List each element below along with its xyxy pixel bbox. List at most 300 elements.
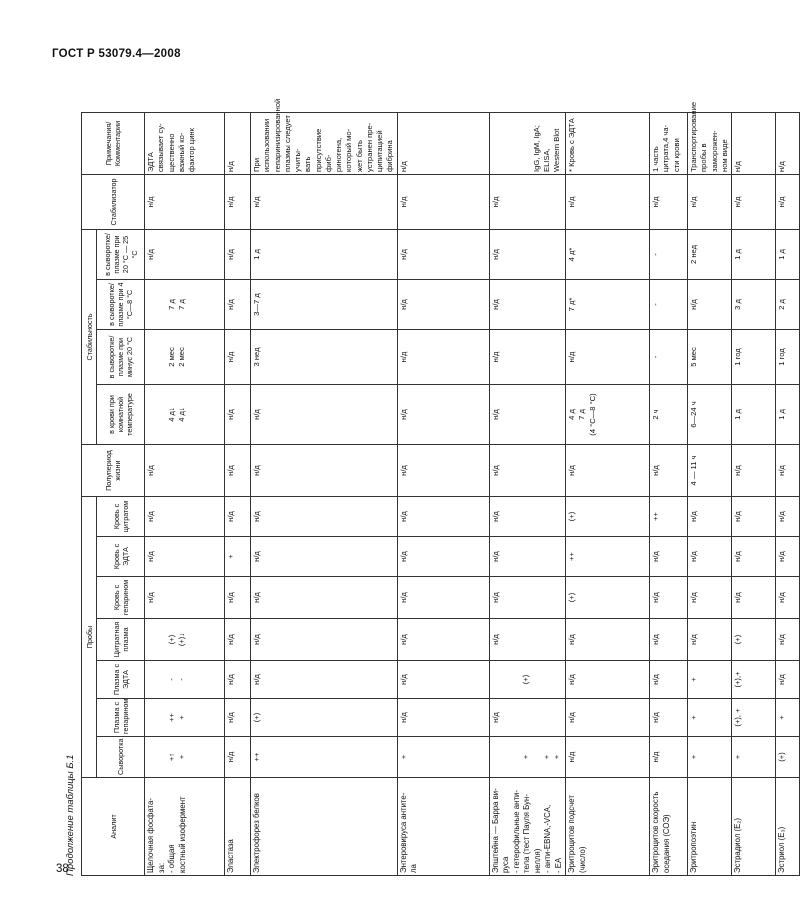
group-samples: Пробы (82, 497, 97, 778)
cell-plasma-heparin (650, 699, 688, 737)
cell-line: - (651, 253, 661, 256)
table-row (776, 112, 800, 875)
cell-line (491, 663, 501, 696)
cell-line: н/д (252, 511, 261, 522)
cell-line: н/д (398, 161, 408, 172)
cell-line: н/д (398, 551, 408, 562)
cell-citrate-plasma (225, 619, 251, 661)
cell-line: н/д (252, 634, 261, 645)
cell-line: Эритроцитов подсчет (567, 795, 577, 873)
table-row (650, 112, 688, 875)
cell-notes (732, 112, 776, 174)
col-plasma-edta: Плазма с ЭДТА (97, 661, 145, 699)
cell-line: ++ (567, 552, 577, 561)
cell-serum-4-8 (650, 280, 688, 330)
cell-line: ++ (252, 752, 261, 762)
cell-line (156, 663, 166, 696)
cell-line: 7 д* (567, 297, 577, 312)
cell-citrate-plasma (688, 619, 732, 661)
cell-serum-4-8 (225, 280, 251, 330)
cell-stabilizer (397, 174, 489, 229)
cell-blood-edta (397, 537, 489, 577)
cell-half-life (566, 445, 650, 497)
cell-plasma-heparin (688, 699, 732, 737)
cell-line: ла (409, 864, 419, 873)
cell-line: руса (501, 856, 511, 873)
cell-blood-citrate (251, 497, 398, 537)
cell-serum (688, 737, 732, 778)
cell-line: н/д (398, 249, 408, 260)
cell-half-life (732, 445, 776, 497)
cell-blood-citrate (145, 497, 225, 537)
cell-analyte (688, 778, 732, 876)
cell-line: н/д (398, 511, 408, 522)
cell-line: н/д (490, 465, 500, 476)
cell-blood-room (489, 385, 566, 445)
cell-line: Эстриол (E₃) (777, 826, 787, 873)
cell-line: н/д (252, 465, 261, 476)
cell-plasma-edta (397, 661, 489, 699)
cell-line: н/д (226, 751, 235, 763)
cell-line: + (176, 715, 186, 720)
cell-notes (489, 112, 566, 174)
cell-serum (732, 737, 776, 778)
cell-blood-edta (225, 537, 251, 577)
cell-line: н/д (567, 351, 577, 363)
cell-line: н/д (226, 409, 235, 420)
col-blood-citrate: Кровь с цитратом (97, 497, 145, 537)
cell-line (501, 739, 511, 775)
cell-serum (650, 737, 688, 778)
cell-serum-minus20 (776, 330, 800, 385)
cell-serum-4-8 (397, 280, 489, 330)
cell-line: Эластаза (226, 839, 235, 873)
cell-blood-room (225, 385, 251, 445)
cell-plasma-edta (732, 661, 776, 699)
cell-line: н/д (651, 592, 661, 603)
cell-line: 4 д↓ (176, 407, 186, 422)
cell-line: 6—24 ч (689, 401, 699, 428)
cell-line: (+), + (733, 708, 743, 727)
cell-line: н/д (777, 161, 787, 172)
cell-plasma-edta (776, 661, 800, 699)
cell-line: 1 д (252, 249, 261, 260)
cell-line: 1 год (777, 348, 787, 366)
cell-serum-20-25 (566, 229, 650, 279)
cell-serum (225, 737, 251, 778)
cell-serum-minus20 (397, 330, 489, 385)
cell-line: н/д (777, 592, 787, 603)
cell-line: Эстрадиол (E₂) (733, 818, 743, 873)
cell-citrate-plasma (145, 619, 225, 661)
cell-plasma-heparin (489, 699, 566, 737)
cell-plasma-heparin (145, 699, 225, 737)
cell-line: н/д (689, 299, 699, 310)
cell-line: н/д (733, 465, 743, 476)
cell-blood-heparin (650, 577, 688, 619)
cell-line: - (651, 355, 661, 359)
cell-analyte (732, 778, 776, 876)
cell-line: н/д (490, 551, 500, 562)
cell-citrate-plasma (566, 619, 650, 661)
cell-plasma-heparin (251, 699, 398, 737)
cell-line: н/д (226, 511, 235, 522)
cell-line: н/д (146, 196, 155, 208)
cell-line: 2 мес (176, 347, 186, 367)
cell-line: - анти-EBNA,-VCA, (543, 804, 553, 873)
col-serum: Сыворотка (97, 737, 145, 778)
cell-line: н/д (689, 511, 699, 522)
cell-half-life (489, 445, 566, 497)
cell-line: Электрофорез белков (252, 793, 261, 873)
cell-line (501, 663, 511, 696)
cell-line: (+) (567, 511, 577, 522)
cell-blood-edta (650, 537, 688, 577)
table-row (145, 112, 225, 875)
cell-line (552, 663, 562, 696)
cell-serum-4-8 (566, 280, 650, 330)
cell-line: плазмы следует учиты- (282, 115, 302, 172)
cell-line (521, 115, 531, 172)
col-blood-edta: Кровь с ЭДТА (97, 537, 145, 577)
cell-line: н/д (398, 299, 408, 310)
cell-line: + (176, 754, 186, 760)
cell-blood-heparin (251, 577, 398, 619)
cell-stabilizer (732, 174, 776, 229)
cell-serum-4-8 (489, 280, 566, 330)
cell-line: н/д (651, 751, 661, 763)
cell-line: Эритропоэтин (689, 821, 699, 873)
cell-blood-heparin (145, 577, 225, 619)
cell-serum-4-8 (776, 280, 800, 330)
cell-analyte (251, 778, 398, 876)
cell-line: + (777, 715, 787, 720)
data-table (81, 98, 800, 876)
cell-line: (4 °С—8 °С) (587, 393, 597, 436)
table-row (566, 112, 650, 875)
cell-blood-room (397, 385, 489, 445)
cell-serum-20-25 (688, 229, 732, 279)
cell-line: - EA (553, 857, 563, 873)
cell-blood-citrate (776, 497, 800, 537)
cell-line: н/д (252, 196, 261, 208)
cell-blood-room (566, 385, 650, 445)
rotated-table-block (65, 98, 787, 876)
cell-citrate-plasma (732, 619, 776, 661)
cell-blood-room (688, 385, 732, 445)
cell-line: н/д (733, 161, 743, 172)
cell-half-life (650, 445, 688, 497)
cell-line: н/д (252, 409, 261, 420)
cell-citrate-plasma (251, 619, 398, 661)
cell-line: н/д (226, 299, 235, 310)
cell-line: н/д (146, 249, 155, 260)
cell-serum (566, 737, 650, 778)
cell-line (156, 282, 166, 327)
cell-serum-minus20 (489, 330, 566, 385)
cell-citrate-plasma (650, 619, 688, 661)
cell-stabilizer (650, 174, 688, 229)
cell-line: Щелочная фосфата- (146, 798, 155, 873)
cell-line: 7 д (166, 299, 176, 310)
cell-line: н/д (226, 465, 235, 476)
cell-line: н/д (490, 351, 500, 363)
cell-line: 2 ч (651, 409, 661, 420)
cell-line: н/д (777, 551, 787, 562)
cell-serum (251, 737, 398, 778)
cell-line: н/д (226, 161, 235, 172)
cell-line (146, 739, 156, 775)
cell-line: 4 — 11 ч (689, 455, 699, 486)
cell-serum-20-25 (145, 229, 225, 279)
cell-blood-heparin (732, 577, 776, 619)
cell-line: (+) (567, 592, 577, 603)
cell-line: н/д (398, 674, 408, 685)
cell-citrate-plasma (489, 619, 566, 661)
cell-stabilizer (251, 174, 398, 229)
cell-line (511, 739, 521, 775)
cell-line: жет быть устранен пре- (354, 122, 374, 172)
cell-serum-20-25 (776, 229, 800, 279)
cell-line: ЭДТА связывает су- (146, 123, 166, 172)
cell-line: (+)↓ (176, 632, 186, 647)
cell-line: н/д (777, 465, 787, 476)
cell-line: н/д (226, 249, 235, 260)
cell-plasma-edta (225, 661, 251, 699)
cell-stabilizer (688, 174, 732, 229)
cell-line: * Кровь с ЭДТА (567, 118, 577, 172)
cell-blood-edta (776, 537, 800, 577)
cell-plasma-edta (566, 661, 650, 699)
cell-line: 4 д↓ (166, 407, 176, 422)
cell-line: Транспортирование (689, 101, 699, 172)
cell-blood-heparin (566, 577, 650, 619)
cell-serum-20-25 (251, 229, 398, 279)
cell-blood-room (145, 385, 225, 445)
cell-line: + (689, 715, 699, 720)
cell-line: (+),+ (733, 671, 743, 688)
cell-line: н/д (398, 634, 408, 645)
cell-blood-heparin (225, 577, 251, 619)
cell-serum-20-25 (650, 229, 688, 279)
cell-line: н/д (689, 551, 699, 562)
col-serum-minus20: в сыворотке/плазме при минус 20 °С (97, 330, 145, 385)
table-row (397, 112, 489, 875)
cell-line: н/д (651, 196, 661, 208)
cell-analyte (145, 778, 225, 876)
cell-serum-minus20 (688, 330, 732, 385)
cell-line: ципитацией фибрина (375, 130, 395, 172)
cell-line (511, 115, 521, 172)
cell-line: Western Blot (552, 128, 561, 172)
cell-blood-heparin (397, 577, 489, 619)
cell-line: н/д (777, 634, 787, 645)
cell-line: н/д (733, 592, 743, 603)
cell-half-life (145, 445, 225, 497)
cell-line (532, 739, 542, 775)
cell-stabilizer (145, 174, 225, 229)
cell-plasma-edta (251, 661, 398, 699)
cell-serum-minus20 (732, 330, 776, 385)
cell-line: (число) (577, 846, 587, 873)
cell-line: (+) (521, 674, 531, 685)
cell-line: н/д (490, 196, 500, 208)
cell-serum (489, 737, 566, 778)
cell-serum-minus20 (251, 330, 398, 385)
cell-line: Энтеровируса антите- (398, 792, 408, 873)
cell-line: 1 часть цитрата,4 ча- (651, 124, 671, 172)
cell-half-life (688, 445, 732, 497)
cell-line (491, 115, 501, 172)
cell-stabilizer (776, 174, 800, 229)
cell-line: 1 д (733, 249, 743, 260)
page-number: 38 (56, 863, 69, 875)
group-stability: Стабильность (82, 229, 97, 444)
cell-blood-edta (688, 537, 732, 577)
cell-line: вать присутствие фиб- (303, 128, 333, 172)
cell-line: н/д (398, 465, 408, 476)
col-citrate-plasma: Цитратная плазма (97, 619, 145, 661)
cell-line (156, 621, 166, 658)
cell-notes (650, 112, 688, 174)
cell-line: н/д (567, 751, 577, 763)
cell-line: н/д (398, 592, 408, 603)
cell-plasma-edta (489, 661, 566, 699)
cell-line: н/д (689, 634, 699, 645)
cell-analyte (397, 778, 489, 876)
cell-notes (776, 112, 800, 174)
cell-line: н/д (689, 592, 699, 603)
cell-serum-4-8 (145, 280, 225, 330)
cell-analyte (489, 778, 566, 876)
cell-serum-20-25 (732, 229, 776, 279)
cell-line: ++ (166, 713, 176, 722)
cell-line: 2 мес (166, 347, 176, 367)
cell-analyte (566, 778, 650, 876)
cell-serum-minus20 (566, 330, 650, 385)
cell-blood-room (251, 385, 398, 445)
cell-plasma-heparin (776, 699, 800, 737)
cell-line: н/д (567, 674, 577, 685)
cell-line: н/д (733, 196, 743, 208)
cell-line: 5 мес (689, 347, 699, 367)
cell-line (542, 663, 552, 696)
cell-line: н/д (398, 712, 408, 723)
cell-line: н/д (226, 712, 235, 723)
cell-line (156, 701, 166, 734)
cell-notes (566, 112, 650, 174)
cell-line: 3 д (733, 299, 743, 310)
cell-line: IgG, IgM, IgA; ELISA, (531, 125, 551, 172)
cell-line: н/д (146, 465, 155, 476)
cell-line: ++ (651, 512, 661, 521)
cell-line: нелля) (532, 848, 542, 873)
cell-line: н/д (146, 511, 155, 522)
cell-line: риногена, который мо- (334, 128, 354, 172)
cell-blood-heparin (489, 577, 566, 619)
cell-line (156, 387, 166, 442)
cell-line: н/д (689, 196, 699, 208)
cell-line: (+) (777, 752, 787, 762)
cell-serum (397, 737, 489, 778)
cell-line: Эпштейна — Барра ви- (490, 788, 500, 873)
cell-line: н/д (490, 299, 500, 310)
cell-blood-citrate (397, 497, 489, 537)
cell-serum-4-8 (688, 280, 732, 330)
cell-line (146, 621, 156, 658)
cell-line: пробы в заморожен- (699, 130, 719, 172)
cell-line: 1 д (777, 249, 787, 260)
cell-notes (251, 98, 398, 174)
table-row (225, 112, 251, 875)
cell-line: - (176, 678, 186, 681)
cell-line: н/д (226, 196, 235, 208)
cell-serum-minus20 (225, 330, 251, 385)
cell-line: - общая (167, 844, 177, 873)
cell-line: + (552, 754, 561, 760)
cell-line: Эритроцитов скорость (651, 791, 661, 873)
cell-plasma-heparin (397, 699, 489, 737)
cell-line: н/д (567, 196, 577, 208)
cell-line: 7 д (176, 299, 186, 310)
cell-line (532, 663, 542, 696)
cell-blood-citrate (489, 497, 566, 537)
cell-line: н/д (252, 592, 261, 603)
cell-citrate-plasma (776, 619, 800, 661)
cell-serum (145, 737, 225, 778)
cell-blood-edta (732, 537, 776, 577)
cell-notes (397, 112, 489, 174)
cell-half-life (397, 445, 489, 497)
cell-line: н/д (490, 712, 500, 723)
cell-citrate-plasma (397, 619, 489, 661)
cell-line: костный изофермент (177, 796, 187, 873)
cell-blood-heparin (776, 577, 800, 619)
cell-line (156, 739, 166, 775)
cell-line: н/д (146, 592, 155, 603)
cell-line: +↑ (166, 752, 176, 762)
cell-notes (225, 112, 251, 174)
cell-line: 3 нед (252, 347, 261, 367)
cell-plasma-edta (650, 661, 688, 699)
cell-line: гепаринизированной (272, 98, 282, 172)
cell-line: н/д (567, 712, 577, 723)
cell-analyte (776, 778, 800, 876)
cell-blood-citrate (225, 497, 251, 537)
cell-line: н/д (490, 592, 500, 603)
cell-line: н/д (398, 196, 408, 208)
cell-blood-citrate (650, 497, 688, 537)
cell-line: н/д (226, 351, 235, 363)
cell-line: 1 д (777, 409, 787, 420)
col-serum-20-25: в сыворотке/ плазме при 20 °С — 25 °С (97, 229, 145, 279)
cell-line: 1 год (733, 348, 743, 366)
cell-line: + (541, 754, 551, 760)
cell-line: тела (тест Пауля Бун- (522, 794, 532, 873)
cell-line: н/д (777, 511, 787, 522)
cell-line: щественно важный ко- (166, 132, 186, 172)
cell-line: + (689, 754, 699, 760)
cell-serum-20-25 (397, 229, 489, 279)
cell-serum-20-25 (225, 229, 251, 279)
cell-serum-minus20 (650, 330, 688, 385)
cell-line: (+) (733, 634, 743, 645)
cell-line: 1 д (733, 409, 743, 420)
col-serum-4-8: в сыворотке/ плазме при 4 °С—8 °С (97, 280, 145, 330)
cell-serum-4-8 (732, 280, 776, 330)
col-stabilizer: Стабилизатор (82, 174, 145, 229)
col-notes: Примечания/ Комментарии (82, 112, 145, 174)
